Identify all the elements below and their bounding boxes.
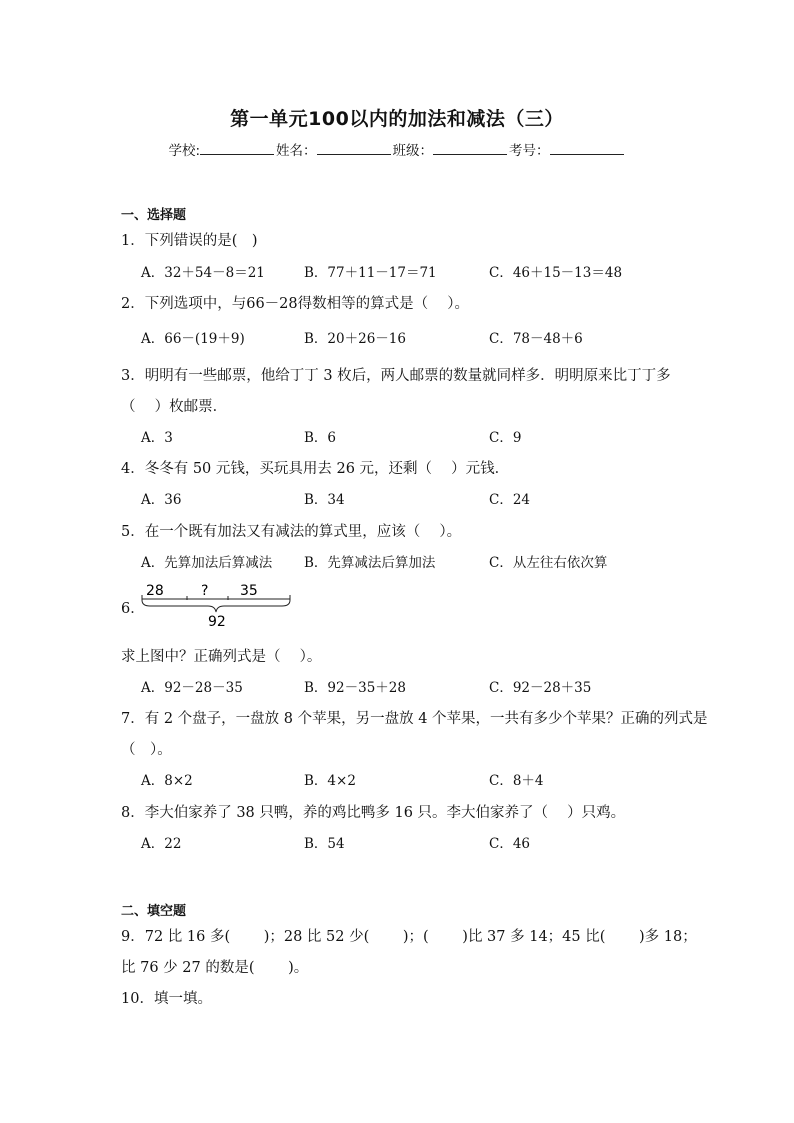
exam-number-blank xyxy=(550,139,624,155)
diagram-total-92: 92 xyxy=(208,614,226,630)
question-6-number: 6． xyxy=(121,601,145,617)
question-1-stem: 1．下列错误的是( ) xyxy=(121,233,258,249)
class-blank xyxy=(433,139,507,155)
question-3-stem-continued: （ ）枚邮票． xyxy=(121,399,228,415)
question-5-option-a: A．先算加法后算减法 xyxy=(141,555,273,571)
question-6-stem: 求上图中？正确列式是（ ）。 xyxy=(121,649,322,665)
question-6-option-b: B．92－35＋28 xyxy=(304,680,406,696)
school-blank xyxy=(200,139,274,155)
question-8-option-c: C．46 xyxy=(489,836,531,852)
question-3-stem: 3．明明有一些邮票，他给丁丁 3 枚后，两人邮票的数量就同样多．明明原来比丁丁多 xyxy=(121,368,671,384)
question-1-option-c: C．46＋15－13＝48 xyxy=(489,265,623,281)
question-2-stem: 2．下列选项中，与66－28得数相等的算式是（ ）。 xyxy=(121,296,469,312)
diagram-part-28: 28 xyxy=(146,583,164,599)
question-1-option-b: B．77＋11－17＝71 xyxy=(304,265,437,281)
question-6-option-c: C．92－28＋35 xyxy=(489,680,592,696)
question-5-stem: 5．在一个既有加法又有减法的算式里，应该（ ）。 xyxy=(121,524,462,540)
student-info-row xyxy=(0,139,794,159)
question-7-stem-continued: （ ）。 xyxy=(121,742,172,758)
question-5-option-b: B．先算减法后算加法 xyxy=(304,555,436,571)
name-label: 姓名： xyxy=(276,143,317,159)
section-heading-choice: 一、选择题 xyxy=(121,208,187,223)
question-7-option-b: B．4×2 xyxy=(304,773,356,789)
question-8-stem: 8．李大伯家养了 38 只鸭，养的鸡比鸭多 16 只。李大伯家养了（ ）只鸡。 xyxy=(121,805,626,821)
question-7-option-a: A．8×2 xyxy=(141,773,193,789)
question-1-option-a: A．32＋54－8＝21 xyxy=(141,265,265,281)
question-8-option-a: A．22 xyxy=(141,836,182,852)
diagram-part-35: 35 xyxy=(240,583,258,599)
question-3-option-a: A．3 xyxy=(141,430,173,446)
question-4-stem: 4．冬冬有 50 元钱，买玩具用去 26 元，还剩（ ）元钱． xyxy=(121,461,510,477)
question-7-stem: 7．有 2 个盘子，一盘放 8 个苹果，另一盘放 4 个苹果，一共有多少个苹果？正确的列式是 xyxy=(121,711,708,727)
exam-number-label: 考号： xyxy=(509,143,550,159)
line-segment-diagram xyxy=(140,578,295,630)
class-label: 班级： xyxy=(392,143,434,159)
diagram-brace xyxy=(142,600,290,612)
question-4-option-b: B．34 xyxy=(304,492,345,508)
question-2-option-b: B．20＋26－16 xyxy=(304,331,406,347)
question-3-option-b: B．6 xyxy=(304,430,337,446)
question-8-option-b: B．54 xyxy=(304,836,345,852)
section-heading-fill-in: 二、填空题 xyxy=(121,904,187,919)
question-2-option-c: C．78－48＋6 xyxy=(489,331,583,347)
page-title: 第一单元100以内的加法和减法（三） xyxy=(230,108,564,130)
question-10-stem: 10．填一填。 xyxy=(121,991,212,1007)
question-2-option-a: A．66－(19＋9) xyxy=(141,331,245,347)
question-4-option-a: A．36 xyxy=(141,492,182,508)
question-9-line-1: 9．72 比 16 多( )；28 比 52 少( )；( )比 37 多 14；45 比( )多 18； xyxy=(121,929,697,945)
question-5-option-c: C．从左往右依次算 xyxy=(489,555,608,571)
question-3-option-c: C．9 xyxy=(489,430,522,446)
question-4-option-c: C．24 xyxy=(489,492,531,508)
question-9-line-2: 比 76 少 27 的数是( )。 xyxy=(121,960,309,976)
diagram-part-unknown: ? xyxy=(201,583,209,599)
question-6-option-a: A．92－28－35 xyxy=(141,680,243,696)
name-blank xyxy=(317,139,391,155)
school-label: 学校: xyxy=(168,143,201,159)
question-7-option-c: C．8＋4 xyxy=(489,773,544,789)
